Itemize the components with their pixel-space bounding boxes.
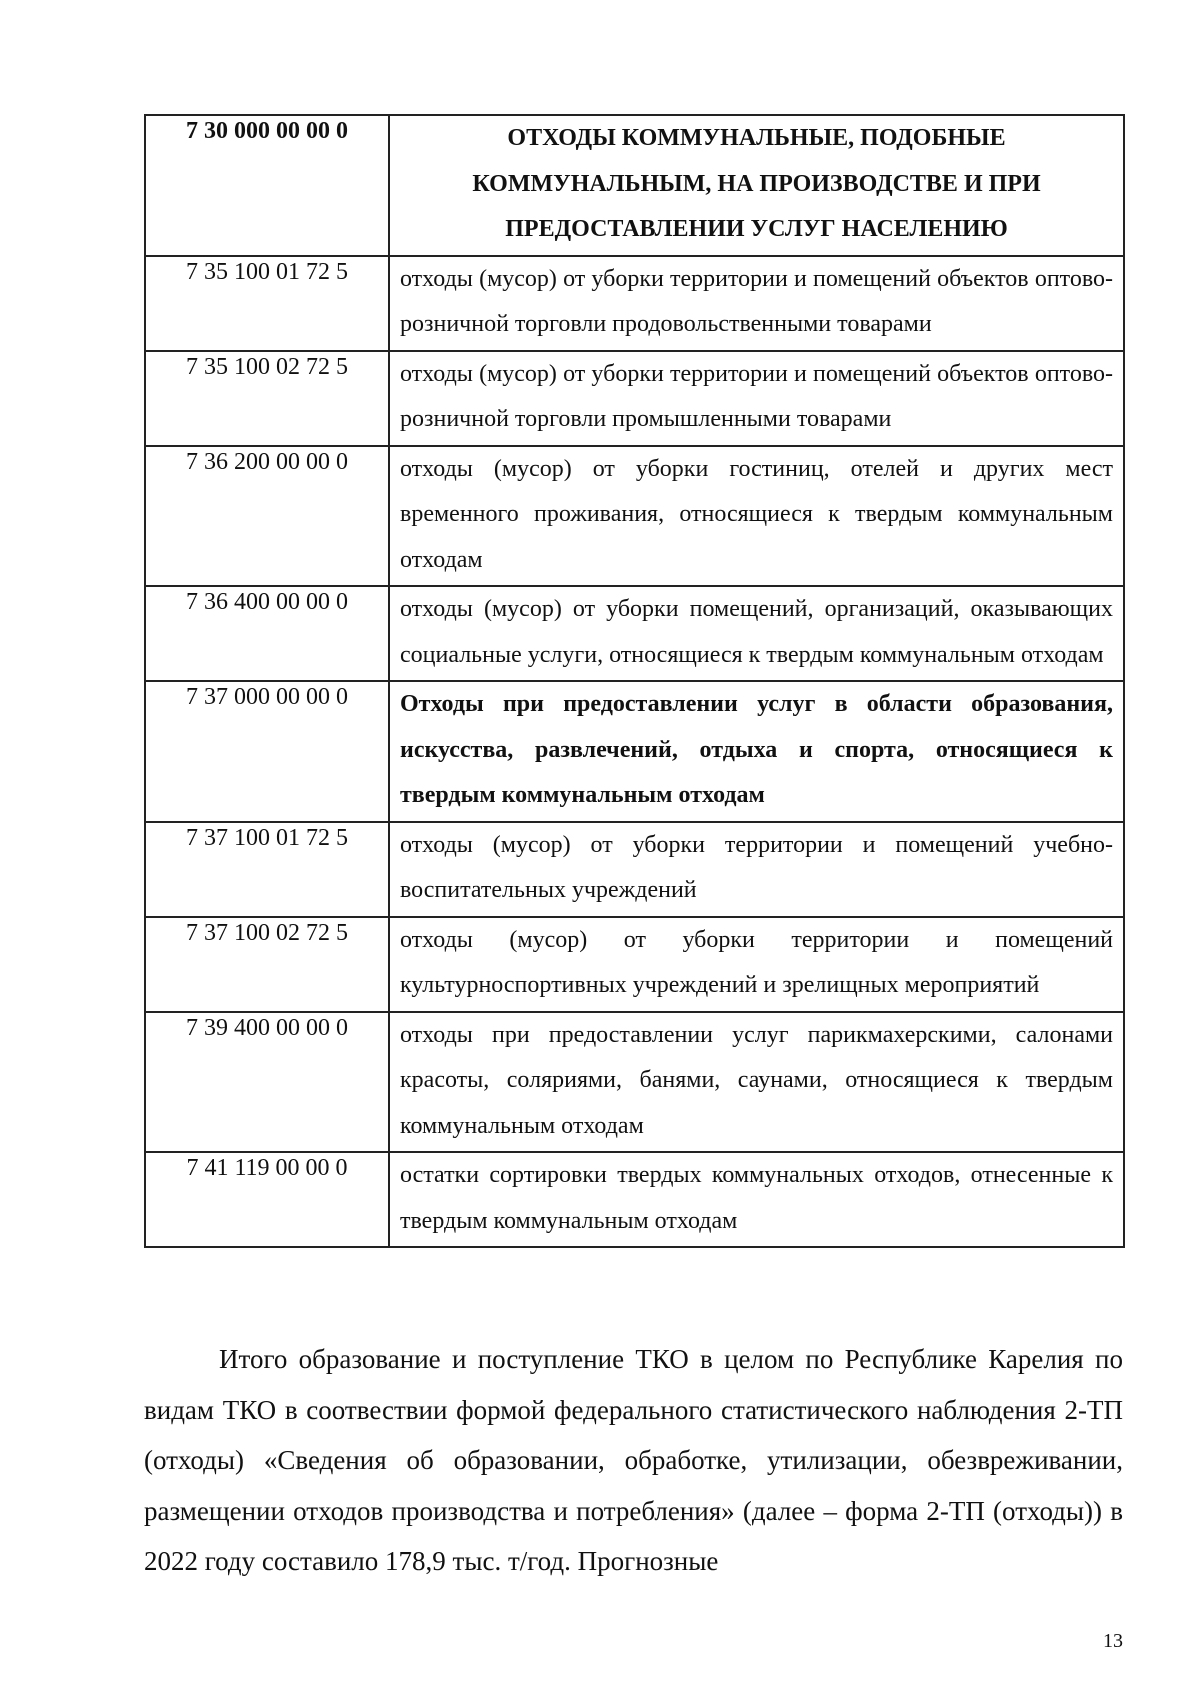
waste-description-cell: отходы (мусор) от уборки территории и помещений учебно-воспитательных учреждений xyxy=(389,822,1124,917)
table-row xyxy=(145,256,1124,351)
table-row xyxy=(145,917,1124,1012)
waste-code-cell: 7 39 400 00 00 0 xyxy=(145,1012,389,1153)
table-row xyxy=(145,681,1124,822)
waste-code-cell: 7 30 000 00 00 0 xyxy=(145,115,389,256)
waste-code-cell: 7 37 000 00 00 0 xyxy=(145,681,389,822)
waste-code-cell: 7 41 119 00 00 0 xyxy=(145,1152,389,1247)
table-row xyxy=(145,1152,1124,1247)
waste-code-cell: 7 36 200 00 00 0 xyxy=(145,446,389,587)
waste-description-cell: отходы при предоставлении услуг парикмахерскими, салонами красоты, соляриями, банями, саунами, относящиеся к твердым коммунальным отходам xyxy=(389,1012,1124,1153)
table-row xyxy=(145,822,1124,917)
waste-code-cell: 7 37 100 01 72 5 xyxy=(145,822,389,917)
waste-description-cell: остатки сортировки твердых коммунальных отходов, отнесенные к твердым коммунальным отходам xyxy=(389,1152,1124,1247)
table-row xyxy=(145,1012,1124,1153)
table-row xyxy=(145,446,1124,587)
waste-description-cell: отходы (мусор) от уборки гостиниц, отелей и других мест временного проживания, относящиеся к твердым коммунальным отходам xyxy=(389,446,1124,587)
waste-codes-table xyxy=(144,114,1125,1248)
waste-description-cell: отходы (мусор) от уборки территории и помещений культурноспортивных учреждений и зрелищных мероприятий xyxy=(389,917,1124,1012)
table-row xyxy=(145,115,1124,256)
body-paragraph: Итого образование и поступление ТКО в целом по Республике Карелия по видам ТКО в соотвествии формой федерального статистического наблюдения 2-ТП (отходы) «Сведения об образовании, обработке, утилизации, обезвреживании, размещении отходов производства и потребления» (далее – форма 2-ТП (отходы)) в 2022 году составило 178,9 тыс. т/год. Прогнозные xyxy=(144,1344,1123,1576)
table-row xyxy=(145,351,1124,446)
waste-code-cell: 7 35 100 01 72 5 xyxy=(145,256,389,351)
waste-description-cell: Отходы при предоставлении услуг в области образования, искусства, развлечений, отдыха и спорта, относящиеся к твердым коммунальным отходам xyxy=(389,681,1124,822)
waste-description-cell: отходы (мусор) от уборки территории и помещений объектов оптово-розничной торговли продовольственными товарами xyxy=(389,256,1124,351)
waste-description-cell: отходы (мусор) от уборки территории и помещений объектов оптово-розничной торговли промышленными товарами xyxy=(389,351,1124,446)
waste-code-cell: 7 36 400 00 00 0 xyxy=(145,586,389,681)
table-row xyxy=(145,586,1124,681)
waste-code-cell: 7 37 100 02 72 5 xyxy=(145,917,389,1012)
page-number: 13 xyxy=(1103,1630,1123,1652)
waste-code-cell: 7 35 100 02 72 5 xyxy=(145,351,389,446)
waste-description-cell: ОТХОДЫ КОММУНАЛЬНЫЕ, ПОДОБНЫЕ КОММУНАЛЬНЫМ, НА ПРОИЗВОДСТВЕ И ПРИ ПРЕДОСТАВЛЕНИИ УСЛУГ НАСЕЛЕНИЮ xyxy=(389,115,1124,256)
waste-description-cell: отходы (мусор) от уборки помещений, организаций, оказывающих социальные услуги, относящиеся к твердым коммунальным отходам xyxy=(389,586,1124,681)
